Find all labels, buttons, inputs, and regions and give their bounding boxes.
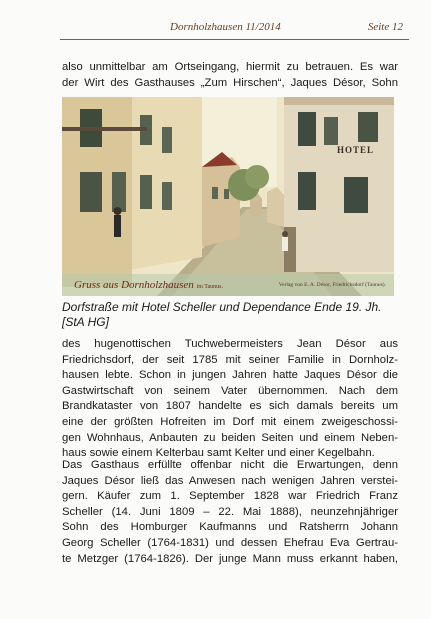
text-line: haus sowie einem Kelterbau samt Kelter und einer Kegelbahn.	[62, 447, 375, 460]
postcard-greeting-text: Gruss aus Dornholzhausen	[74, 279, 194, 291]
postcard-illustration	[62, 97, 394, 296]
text-line: der Wirt des Gasthauses „Zum Hirschen“, Jaques Désor, Sohn	[62, 76, 398, 89]
figure-caption	[62, 300, 398, 330]
postcard-banner	[62, 274, 394, 296]
text-line: te Metzger (1764-1826). Der junge Mann muss erkannt haben,	[62, 552, 398, 565]
text-line: Sohn des Homburger Kaufmanns und Ratsherrn Johann	[62, 521, 398, 534]
text-line: also unmittelbar am Ortseingang, hiermit zu betrauen. Es war	[62, 61, 398, 73]
paragraph-sale	[62, 458, 398, 567]
postcard-credit: Verlag von E. A. Désor, Friedrichsdorf (Taunus).	[278, 282, 386, 288]
header-title: Dornholzhausen 11/2014	[170, 21, 281, 33]
text-line: Brandkataster von 1807 handelte es sich damals bereits um	[62, 400, 398, 413]
text-line: Georg Scheller (1764-1831) und dessen Ehefrau Eva Gertrau-	[62, 536, 398, 549]
text-line: hausen lebte. Schon in jungen Jahren hatte Jaques Désor die	[62, 369, 398, 382]
text-line: Scheller (14. Juni 1809 – 22. Mai 1888), neunzehnjähriger	[62, 505, 398, 518]
text-line: gen Wohnhaus, Anbauten zu beiden Seiten und einem Neben-	[62, 431, 398, 444]
text-line: Friedrichsdorf, der seit 1785 mit seiner Familie in Dornholz-	[62, 353, 398, 366]
caption-line: [StA HG]	[62, 315, 109, 329]
caption-line: Dorfstraße mit Hotel Scheller und Dependance Ende 19. Jh.	[62, 300, 382, 314]
postcard-greeting	[74, 279, 223, 291]
hotel-sign: HOTEL	[336, 145, 374, 155]
text-line: Das Gasthaus erfüllte offenbar nicht die Erwartungen, denn	[62, 459, 398, 471]
paragraph-intro	[62, 60, 398, 91]
text-line: gern. Käufer zum 1. September 1828 war Friedrich Franz	[62, 490, 398, 503]
text-line: des hugenottischen Tuchwebermeisters Jean Désor aus	[62, 338, 398, 350]
text-line: Gastwirtschaft von seinem Vater übernommen. Nach dem	[62, 384, 398, 397]
postcard-greeting-suffix: im Taunus.	[196, 284, 224, 290]
page-header	[60, 18, 409, 40]
header-rule	[60, 39, 409, 40]
text-line: Jaques Désor ließ das Anwesen nach wenigen Jahren verstei-	[62, 474, 398, 487]
text-line: eine der größten Hofreiten im Dorf mit einem zweigeschossi-	[62, 415, 398, 428]
historic-postcard-photo	[62, 97, 394, 296]
page-number: Seite 12	[367, 21, 403, 33]
paragraph-main	[62, 337, 398, 462]
